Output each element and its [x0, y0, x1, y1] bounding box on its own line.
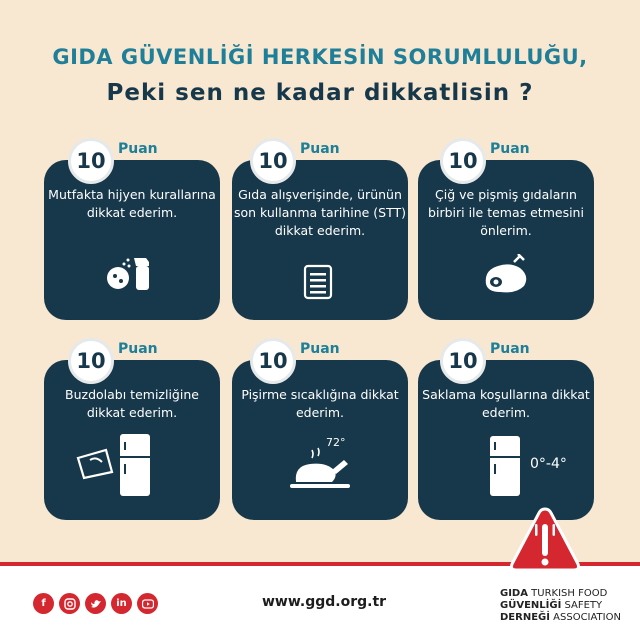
- score-badge: 10: [68, 338, 114, 384]
- card-storage-conditions: [418, 360, 594, 520]
- card-text: Gıda alışverişinde, ürünün son kullanma tarihine (STT) dikkat ederim.: [233, 187, 407, 238]
- card-expiry-date: [232, 160, 408, 320]
- label-list-icon: [302, 264, 334, 304]
- score-unit: Puan: [490, 141, 530, 157]
- score-badge: 10: [68, 138, 114, 184]
- score-unit: Puan: [300, 341, 340, 357]
- fridge-icon: [488, 434, 522, 502]
- youtube-icon[interactable]: [137, 593, 158, 614]
- twitter-icon[interactable]: [85, 593, 106, 614]
- card-fridge-cleaning: [44, 360, 220, 520]
- title-line-1: GIDA GÜVENLİĞİ HERKESİN SORUMLULUĞU,: [52, 45, 588, 69]
- card-text: Mutfakta hijyen kurallarına dikkat ederim.: [48, 187, 216, 220]
- score-badge: 10: [440, 338, 486, 384]
- warning-triangle-logo: [508, 506, 582, 588]
- association-logo-text: GIDA TURKISH FOOD GÜVENLİĞİ SAFETY DERNEĞİ ASSOCIATION: [500, 588, 621, 623]
- fridge-cleaning-icon: [76, 432, 186, 502]
- score-unit: Puan: [300, 141, 340, 157]
- cleaning-spray-icon: [104, 252, 156, 296]
- score-badge: 10: [440, 138, 486, 184]
- score-unit: Puan: [490, 341, 530, 357]
- score-unit: Puan: [118, 341, 158, 357]
- instagram-icon[interactable]: [59, 593, 80, 614]
- card-cooking-temperature: [232, 360, 408, 520]
- title-line-2: Peki sen ne kadar dikkatlisin ?: [106, 80, 534, 106]
- roast-chicken-icon: [288, 446, 352, 498]
- linkedin-icon[interactable]: in: [111, 593, 132, 614]
- card-cross-contamination: [418, 160, 594, 320]
- score-unit: Puan: [118, 141, 158, 157]
- temperature-range-label: 0°-4°: [530, 456, 567, 472]
- meat-icon: [480, 254, 534, 302]
- temperature-label: 72°: [326, 436, 346, 449]
- card-text: Buzdolabı temizliğine dikkat ederim.: [65, 387, 199, 420]
- card-text: Çiğ ve pişmiş gıdaların birbiri ile temas etmesini önlerim.: [428, 187, 584, 238]
- card-hygiene: [44, 160, 220, 320]
- score-badge: 10: [250, 338, 296, 384]
- score-badge: 10: [250, 138, 296, 184]
- facebook-icon[interactable]: f: [33, 593, 54, 614]
- website-link[interactable]: www.ggd.org.tr: [262, 594, 387, 610]
- card-text: Pişirme sıcaklığına dikkat ederim.: [241, 387, 399, 420]
- card-text: Saklama koşullarına dikkat ederim.: [422, 387, 590, 420]
